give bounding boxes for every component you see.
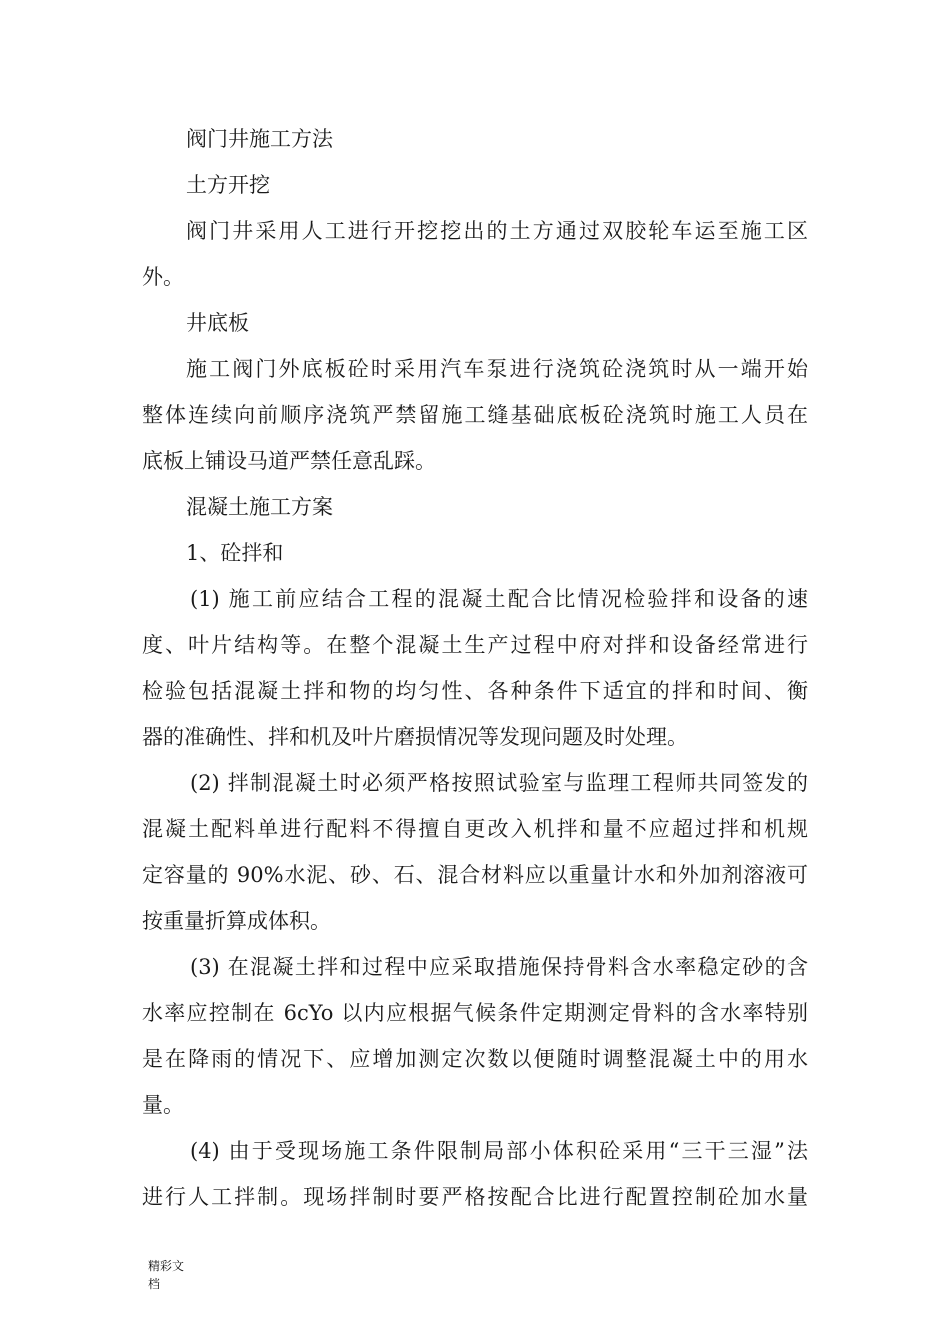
heading-earthwork: 土方开挖	[186, 173, 270, 197]
paragraph-line: 量。	[142, 1093, 184, 1117]
paragraph-line: 器的准确性、拌和机及叶片磨损情况等发现问题及时处理。	[142, 725, 688, 749]
heading-concrete-mixing: 1、砼拌和	[186, 541, 284, 565]
heading-well-bottom-plate: 井底板	[186, 311, 249, 335]
page-footer	[148, 1257, 184, 1293]
paragraph-line: 底板上铺设马道严禁任意乱踩。	[142, 449, 436, 473]
paragraph-line: 施工阀门外底板砼时采用汽车泵进行浇筑砼浇筑时从一端开始	[186, 357, 808, 381]
paragraph-line: (1) 施工前应结合工程的混凝土配合比情况检验拌和设备的速	[190, 587, 808, 611]
paragraph-line: 阀门井采用人工进行开挖挖出的土方通过双胶轮车运至施工区	[186, 219, 808, 243]
footer-line-1: 精彩文	[148, 1259, 185, 1273]
paragraph-line: 检验包括混凝土拌和物的均匀性、各种条件下适宜的拌和时间、衡	[142, 679, 808, 703]
paragraph-line: 进行人工拌制。现场拌制时要严格按配合比进行配置控制砼加水量	[142, 1185, 808, 1209]
paragraph-line: (3) 在混凝土拌和过程中应采取措施保持骨料含水率稳定砂的含	[190, 955, 808, 979]
paragraph-line: 混凝土配料单进行配料不得擅自更改入机拌和量不应超过拌和机规	[142, 817, 808, 841]
paragraph-line: 是在降雨的情况下、应增加测定次数以便随时调整混凝土中的用水	[142, 1047, 808, 1071]
footer-line-2: 档	[148, 1277, 161, 1291]
paragraph-line: 按重量折算成体积。	[142, 909, 331, 933]
paragraph-line: 水率应控制在 6cYo 以内应根据气候条件定期测定骨料的含水率特别	[142, 1001, 808, 1025]
paragraph-line: 度、叶片结构等。在整个混凝土生产过程中府对拌和设备经常进行	[142, 633, 808, 657]
paragraph-line: (4) 由于受现场施工条件限制局部小体积砼采用“三干三湿”法	[190, 1139, 808, 1163]
paragraph-line: 定容量的 90%水泥、砂、石、混合材料应以重量计水和外加剂溶液可	[142, 863, 808, 887]
document-body	[142, 116, 808, 1220]
heading-valve-well-method: 阀门井施工方法	[186, 127, 333, 151]
paragraph-line: 外。	[142, 265, 184, 289]
paragraph-line: (2) 拌制混凝土时必须严格按照试验室与监理工程师共同签发的	[190, 771, 808, 795]
paragraph-line: 整体连续向前顺序浇筑严禁留施工缝基础底板砼浇筑时施工人员在	[142, 403, 808, 427]
heading-concrete-plan: 混凝土施工方案	[186, 495, 333, 519]
